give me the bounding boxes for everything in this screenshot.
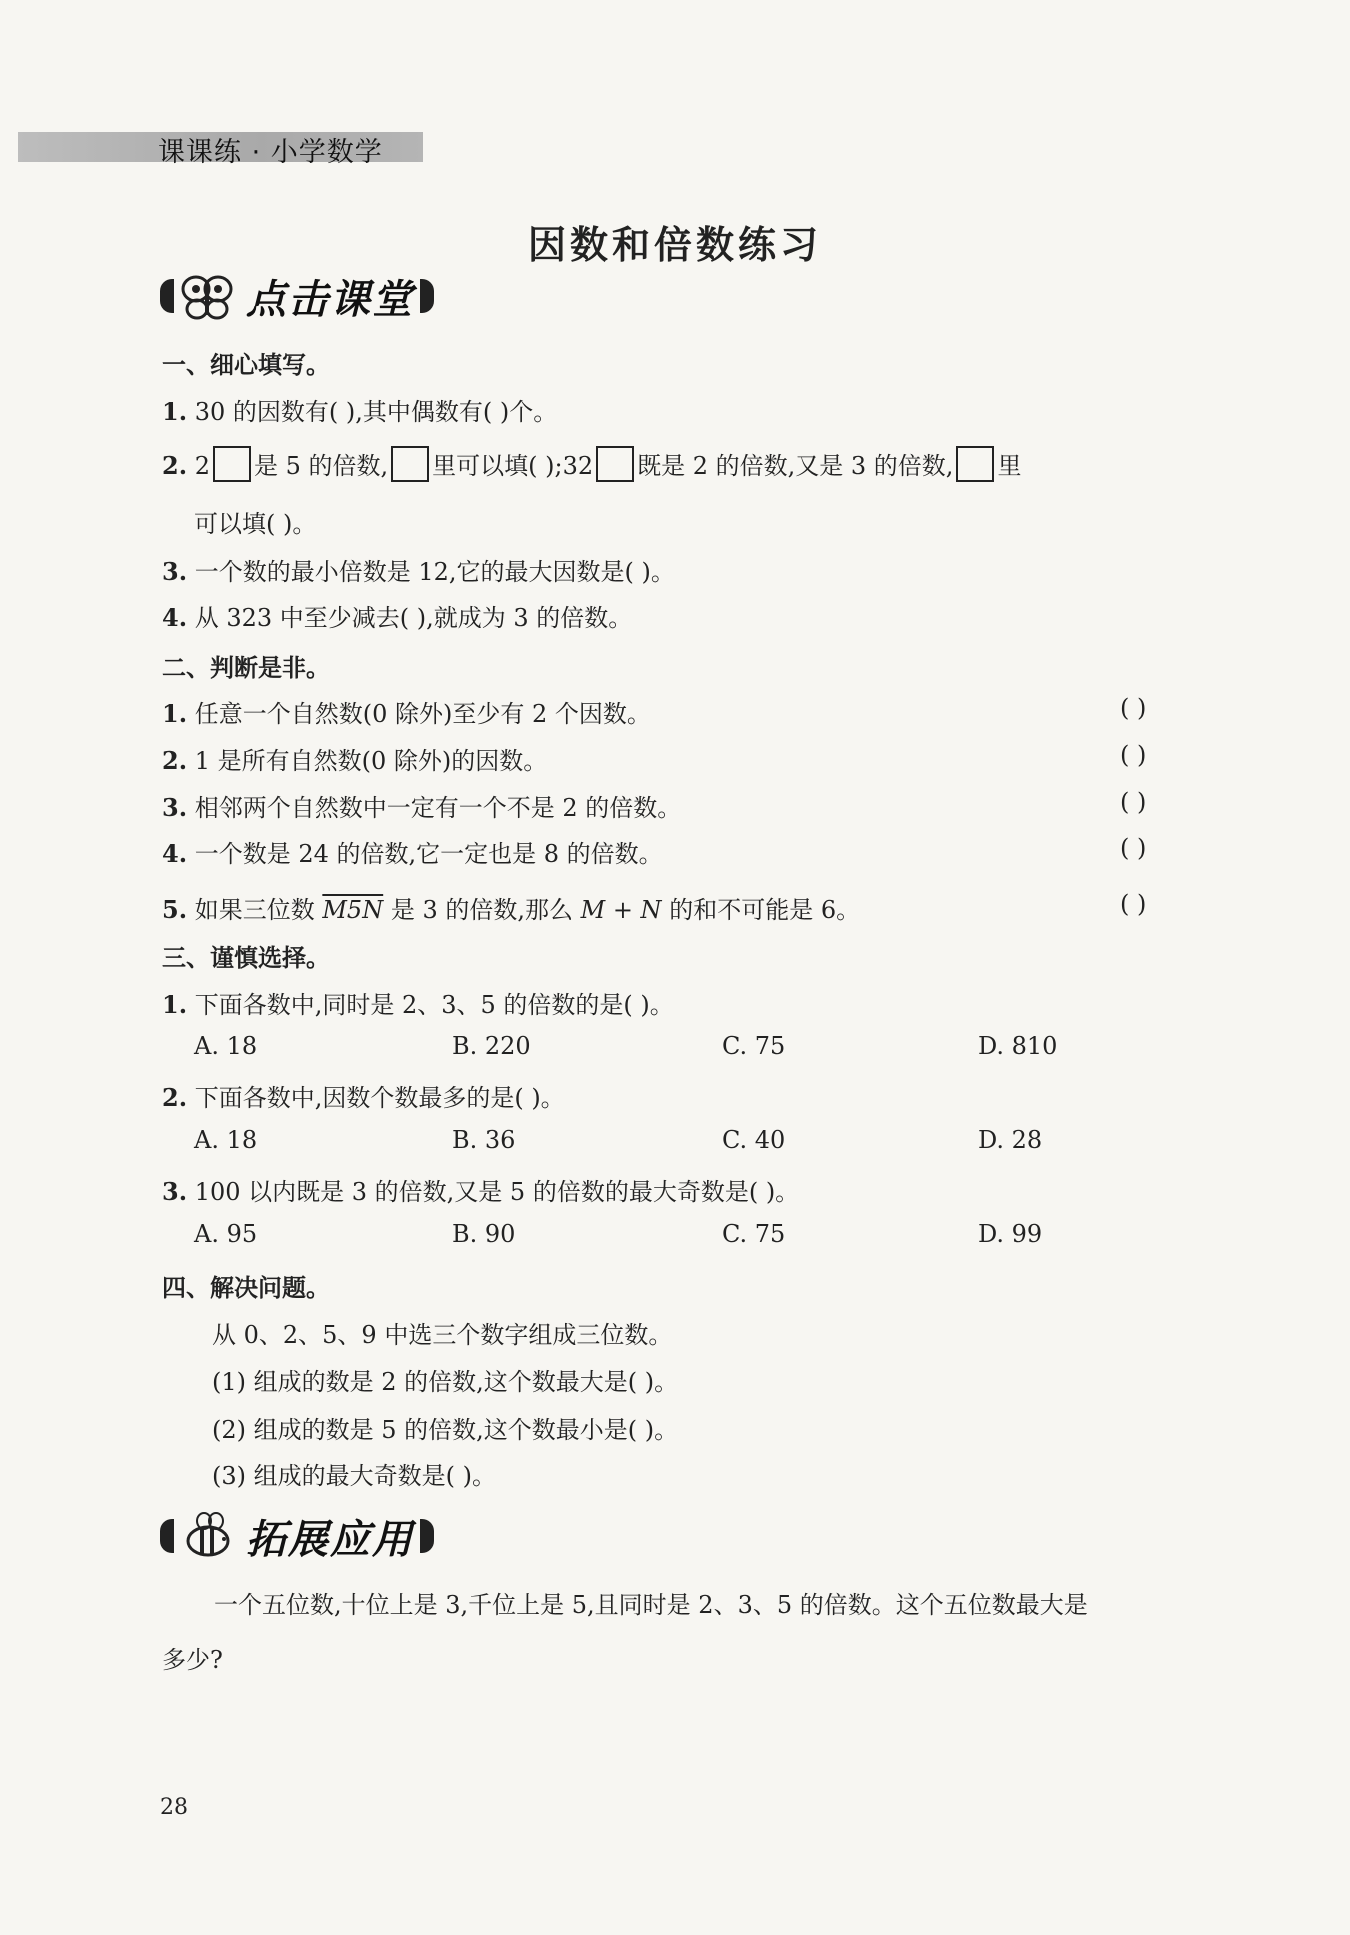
option-d[interactable]: D. 810	[978, 1032, 1058, 1060]
section-banner-extension	[160, 1506, 434, 1566]
part1-q1: 1. 30 的因数有( ),其中偶数有( )个。	[162, 397, 558, 426]
section-title-extension: 拓展应用	[246, 1516, 414, 1563]
option-b[interactable]: B. 36	[452, 1126, 516, 1154]
part3-q2: 2. 下面各数中,因数个数最多的是( )。	[162, 1083, 565, 1112]
part4-heading: 四、解决问题。	[162, 1274, 330, 1302]
book-header: 课课练 · 小学数学	[158, 137, 383, 168]
part1-q2: 2. 2 是 5 的倍数, 里可以填( );32 既是 2 的倍数,又是 3 的倍数, 里	[162, 446, 1021, 482]
part1-q4: 4. 从 323 中至少减去( ),就成为 3 的倍数。	[162, 603, 633, 632]
part4-intro: 从 0、2、5、9 中选三个数字组成三位数。	[212, 1321, 673, 1349]
answer-paren[interactable]: ( )	[1120, 890, 1147, 918]
part2-heading: 二、判断是非。	[162, 654, 330, 682]
banner-cap-right	[420, 1519, 434, 1553]
option-d[interactable]: D. 99	[978, 1220, 1043, 1248]
part4-sub1: (1) 组成的数是 2 的倍数,这个数最大是( )。	[212, 1368, 679, 1396]
page-number: 28	[160, 1795, 188, 1820]
part3-heading: 三、谨慎选择。	[162, 944, 330, 972]
option-b[interactable]: B. 220	[452, 1032, 531, 1060]
butterfly-icon	[180, 269, 234, 323]
answer-paren[interactable]: ( )	[1120, 694, 1147, 722]
option-c[interactable]: C. 75	[722, 1220, 786, 1248]
option-a[interactable]: A. 18	[194, 1126, 258, 1154]
answer-paren[interactable]: ( )	[1120, 788, 1147, 816]
option-c[interactable]: C. 75	[722, 1032, 786, 1060]
answer-box[interactable]	[596, 446, 634, 482]
part1-q2-continued: 可以填( )。	[194, 510, 317, 538]
part3-q3: 3. 100 以内既是 3 的倍数,又是 5 的倍数的最大奇数是( )。	[162, 1177, 800, 1206]
banner-cap-right	[420, 279, 434, 313]
three-digit-number: M5N	[322, 896, 384, 924]
answer-paren[interactable]: ( )	[1120, 741, 1147, 769]
extension-question-line1: 一个五位数,十位上是 3,千位上是 5,且同时是 2、3、5 的倍数。这个五位数最大是	[214, 1591, 1088, 1619]
banner-cap-left	[160, 279, 174, 313]
answer-box[interactable]	[213, 446, 251, 482]
answer-box[interactable]	[956, 446, 994, 482]
option-d[interactable]: D. 28	[978, 1126, 1043, 1154]
answer-box[interactable]	[391, 446, 429, 482]
part1-q3: 3. 一个数的最小倍数是 12,它的最大因数是( )。	[162, 557, 675, 586]
answer-paren[interactable]: ( )	[1120, 834, 1147, 862]
part4-sub2: (2) 组成的数是 5 的倍数,这个数最小是( )。	[212, 1416, 679, 1444]
part2-q3: 3. 相邻两个自然数中一定有一个不是 2 的倍数。	[162, 793, 682, 822]
part4-sub3: (3) 组成的最大奇数是( )。	[212, 1462, 496, 1490]
part3-q1: 1. 下面各数中,同时是 2、3、5 的倍数的是( )。	[162, 990, 674, 1019]
option-b[interactable]: B. 90	[452, 1220, 516, 1248]
bee-icon	[180, 1509, 234, 1563]
extension-question-line2: 多少?	[162, 1646, 223, 1674]
section-title-classroom: 点击课堂	[246, 276, 414, 323]
option-a[interactable]: A. 18	[194, 1032, 258, 1060]
part2-q1: 1. 任意一个自然数(0 除外)至少有 2 个因数。	[162, 699, 651, 728]
section-banner-classroom	[160, 266, 434, 326]
banner-cap-left	[160, 1519, 174, 1553]
part1-heading: 一、细心填写。	[162, 351, 330, 379]
page-title: 因数和倍数练习	[527, 223, 822, 267]
option-a[interactable]: A. 95	[194, 1220, 258, 1248]
part2-q2: 2. 1 是所有自然数(0 除外)的因数。	[162, 746, 548, 775]
part2-q4: 4. 一个数是 24 的倍数,它一定也是 8 的倍数。	[162, 839, 663, 868]
option-c[interactable]: C. 40	[722, 1126, 786, 1154]
part2-q5: 5. 如果三位数 M5N 是 3 的倍数,那么 M + N 的和不可能是 6。	[162, 895, 861, 924]
